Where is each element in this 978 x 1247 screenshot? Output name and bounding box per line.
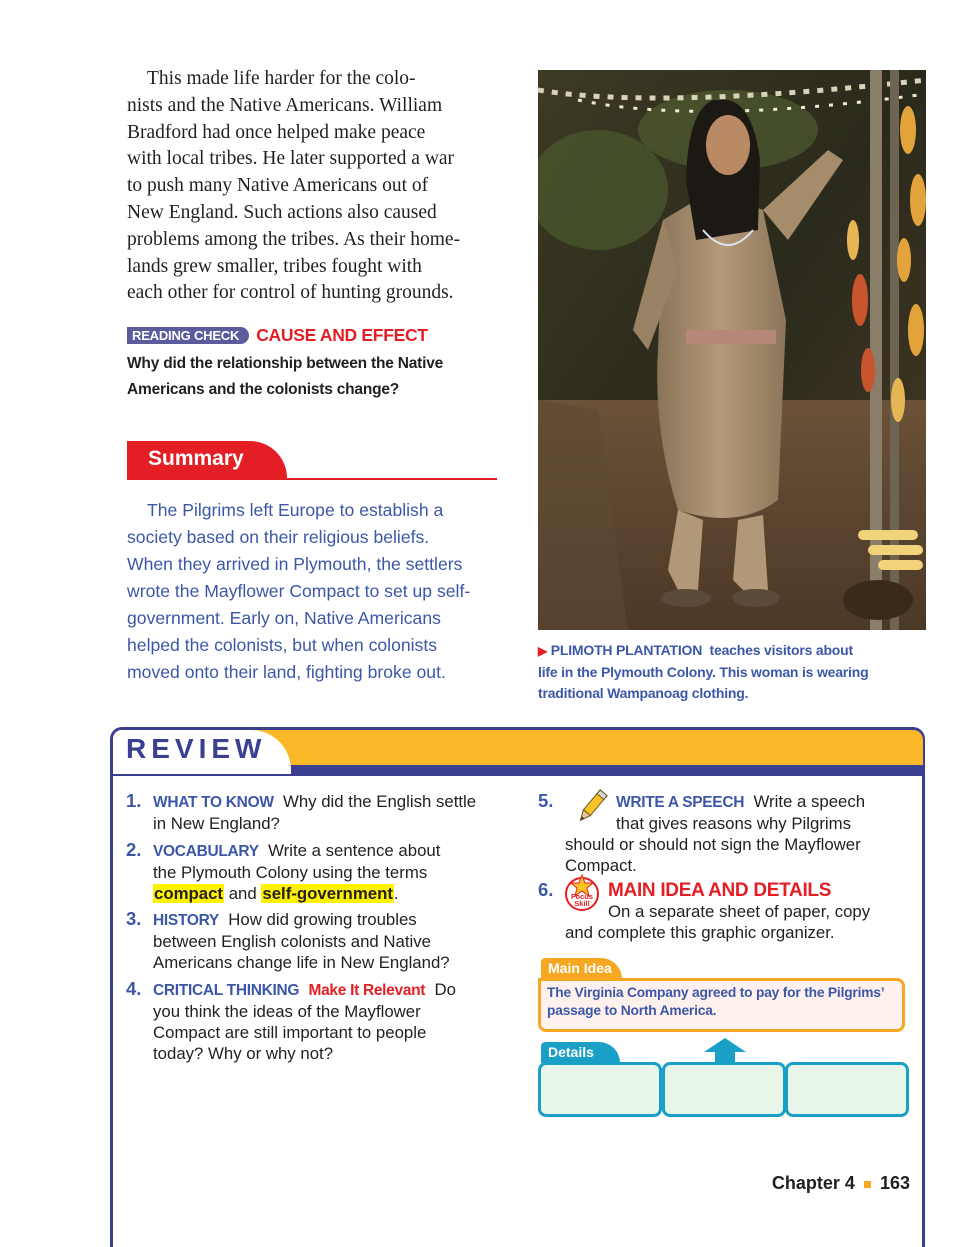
main-idea-details-title: MAIN IDEA AND DETAILS: [608, 880, 832, 901]
review-question-3: 3. HISTORY How did growing troubles between English colonists and Native Americans change life in New England?: [126, 908, 450, 972]
main-idea-text: The Virginia Company agreed to pay for the Pilgrims’ passage to North America.: [547, 985, 885, 1018]
summary-text: The Pilgrims left Europe to establish a society based on their religious beliefs. When they arrived in Plymouth, the settlers wrote the Mayflower Compact to set up self- government. Early on, Native Americans helped the colonists, but when colonists moved onto their land, fighting broke out.: [127, 500, 471, 682]
detail-box-1: [538, 1062, 662, 1117]
body-line: to push many Native Americans out of: [127, 175, 429, 197]
review-question-5: 5. WRITE A SPEECH Write a speech that gives reasons why Pilgrims should or should not sign the Mayflower Compact.: [565, 791, 910, 876]
review-question-6: 6. Focus Skill MAIN IDEA AND DETAILS On a separate sheet of paper, copy and complete this graphic organizer.: [565, 880, 910, 943]
caption-lead: PLIMOTH PLANTATION: [550, 642, 703, 658]
page-footer: [740, 1173, 910, 1194]
summary-title: Summary: [148, 447, 244, 470]
body-line: Bradford had once helped make peace: [127, 121, 426, 143]
body-line: lands grew smaller, tribes fought with: [127, 255, 422, 277]
detail-box-2: [662, 1062, 786, 1117]
body-line: New England. Such actions also caused: [127, 201, 437, 223]
main-idea-label: Main Idea: [541, 958, 622, 979]
focus-skill-icon: [563, 874, 601, 912]
svg-text:Skill: Skill: [574, 899, 590, 908]
reading-check-heading: [127, 325, 507, 349]
reading-check-type: CAUSE AND EFFECT: [256, 325, 428, 345]
review-question-4: 4. CRITICAL THINKING Make It Relevant Do you think the ideas of the Mayflower Compact are still important to people today? Why or why not?: [126, 978, 456, 1063]
reading-check-badge: READING CHECK: [127, 327, 249, 344]
detail-box-3: [785, 1062, 909, 1117]
body-line: with local tribes. He later supported a war: [127, 148, 455, 170]
caption-arrow-icon: ▶: [538, 644, 548, 658]
body-line: nists and the Native Americans. William: [127, 94, 443, 116]
reading-check-question: Why did the relationship between the Native Americans and the colonists change?: [127, 355, 444, 398]
photo-caption: ▶ PLIMOTH PLANTATION teaches visitors about life in the Plymouth Colony. This woman is wearing traditional Wampanoag clothing.: [538, 642, 869, 701]
body-paragraph: [127, 66, 499, 307]
woman-in-wampanoag-clothing-image: [538, 70, 926, 630]
term-self-government: self-government: [262, 884, 393, 903]
review-question-2: 2. VOCABULARY Write a sentence about the Plymouth Colony using the terms compact and self-government.: [126, 839, 441, 903]
body-line: problems among the tribes. As their home-: [127, 228, 461, 250]
summary-heading: [127, 441, 497, 480]
body-line: This made life harder for the colo-: [147, 68, 416, 89]
review-question-1: 1. WHAT TO KNOW Why did the English settle in New England?: [126, 790, 477, 833]
up-arrow-icon: [703, 1037, 747, 1065]
page-number: 163: [879, 1173, 910, 1193]
plimoth-photo: [538, 70, 926, 630]
svg-text:Focus: Focus: [570, 892, 594, 901]
chapter-label: Chapter 4: [771, 1173, 855, 1193]
pencil-icon: [571, 787, 611, 827]
square-bullet-icon: [864, 1181, 871, 1188]
details-label: Details: [541, 1042, 620, 1063]
review-title: REVIEW: [126, 733, 267, 764]
term-compact: compact: [154, 884, 224, 903]
body-line: each other for control of hunting grounds.: [127, 282, 454, 304]
